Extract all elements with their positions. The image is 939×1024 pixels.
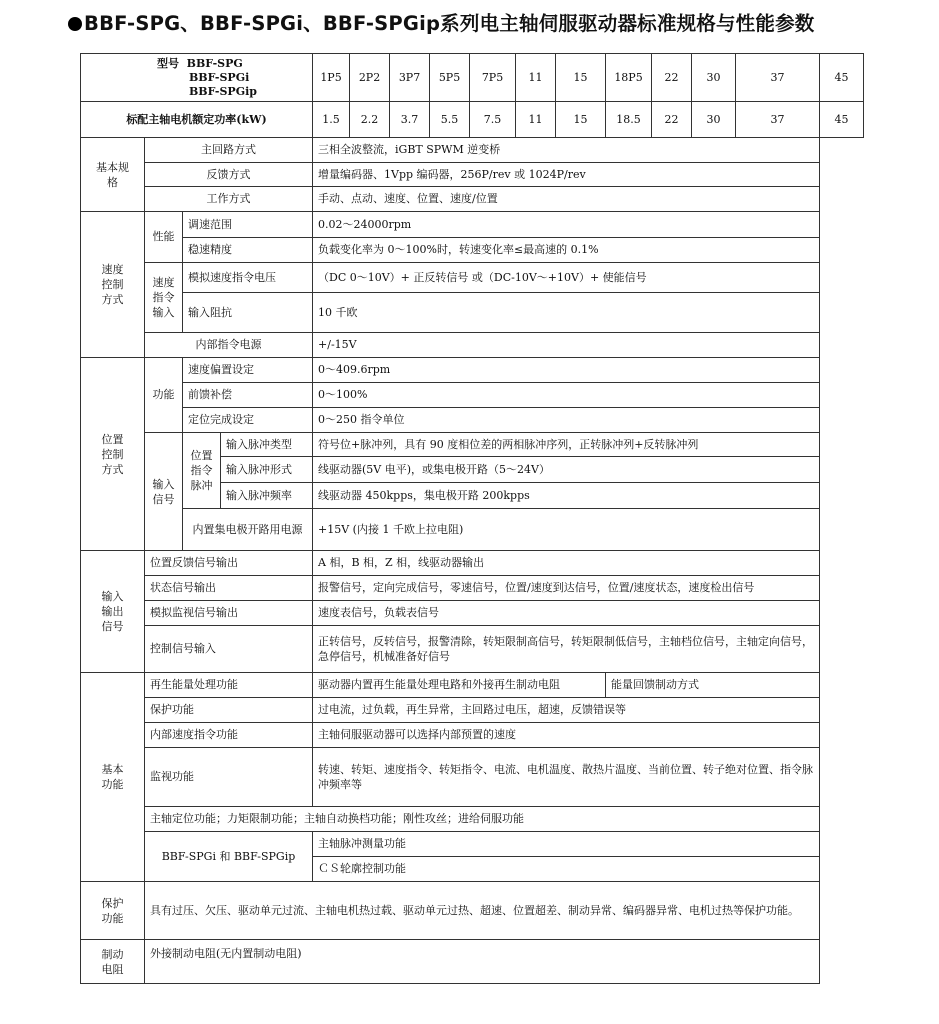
row-label: 状态信号输出	[145, 576, 313, 601]
table-row	[81, 408, 864, 433]
sub-label	[183, 433, 221, 509]
row-label: 输入脉冲类型	[221, 433, 313, 457]
power-cell: 30	[692, 102, 736, 138]
power-label: 标配主轴电机额定功率(kW)	[81, 102, 313, 138]
group-label: 位置控制方式	[101, 432, 124, 476]
code-cell: 3P7	[390, 54, 430, 102]
code-cell: 22	[652, 54, 692, 102]
table-row	[81, 723, 864, 748]
sub-label-text: 输入信号	[152, 477, 175, 506]
group-io	[81, 551, 145, 673]
power-cell: 22	[652, 102, 692, 138]
row-label: 速度偏置设定	[183, 358, 313, 383]
table-row	[81, 293, 864, 333]
row-label: 内部指令电源	[145, 333, 313, 358]
row-value: +15V (内接 1 千欧上拉电阻)	[313, 509, 820, 551]
model-name: BBF-SPGi	[189, 70, 250, 84]
row-value: 报警信号，定向完成信号，零速信号，位置/速度到达信号，位置/速度状态，速度检出信号	[313, 576, 820, 601]
row-label: 内部速度指令功能	[145, 723, 313, 748]
row-label: 再生能量处理功能	[145, 673, 313, 698]
model-cell	[81, 54, 313, 102]
group-speed	[81, 212, 145, 358]
row-value: 能量回馈制动方式	[606, 673, 820, 698]
row-value: 负载变化率为 0～100%时，转速变化率≤最高速的 0.1%	[313, 238, 820, 263]
row-label: 工作方式	[145, 187, 313, 212]
row-value: 外接制动电阻(无内置制动电阻)	[145, 940, 820, 984]
table-row	[81, 551, 864, 576]
group-label: 基本规格	[96, 160, 129, 189]
table-row	[81, 882, 864, 940]
row-label: 模拟监视信号输出	[145, 601, 313, 626]
page-title	[68, 8, 814, 36]
row-value: 具有过压、欠压、驱动单元过流、主轴电机热过载、驱动单元过热、超速、位置超差、制动异常、编码器异常、电机过热等保护功能。	[145, 882, 820, 940]
row-value: 手动、点动、速度、位置、速度/位置	[313, 187, 820, 212]
sub-label: 性能	[145, 212, 183, 263]
spec-table	[80, 53, 864, 984]
row-label: 主回路方式	[145, 138, 313, 163]
table-row	[81, 187, 864, 212]
table-row	[81, 433, 864, 457]
table-row	[81, 212, 864, 238]
table-row	[81, 383, 864, 408]
group-label: 制动电阻	[101, 947, 124, 976]
row-value: 速度表信号，负载表信号	[313, 601, 820, 626]
model-header-row	[81, 54, 864, 102]
row-value: 0～250 指令单位	[313, 408, 820, 433]
row-value: 主轴脉冲测量功能	[313, 832, 820, 857]
row-value: +/-15V	[313, 333, 820, 358]
row-value: 主轴伺服驱动器可以选择内部预置的速度	[313, 723, 820, 748]
power-cell: 18.5	[606, 102, 652, 138]
table-row	[81, 238, 864, 263]
model-label: 型号	[157, 56, 179, 70]
code-cell: 45	[820, 54, 864, 102]
row-value: ＣＳ轮廓控制功能	[313, 857, 820, 882]
group-label: 输入输出信号	[101, 590, 124, 633]
code-cell: 11	[516, 54, 556, 102]
code-cell: 30	[692, 54, 736, 102]
row-value: 过电流，过负载，再生异常，主回路过电压，超速，反馈错误等	[313, 698, 820, 723]
group-label: 保护功能	[101, 896, 124, 925]
power-cell: 7.5	[470, 102, 516, 138]
row-value: （DC 0～10V）+ 正反转信号 或（DC-10V～+10V）+ 使能信号	[313, 263, 820, 293]
power-cell: 37	[736, 102, 820, 138]
power-cell: 11	[516, 102, 556, 138]
row-label: 输入脉冲频率	[221, 483, 313, 509]
table-row	[81, 601, 864, 626]
row-label: 控制信号输入	[145, 626, 313, 673]
row-label: 输入阻抗	[183, 293, 313, 333]
row-value: A 相，B 相，Z 相，线驱动器输出	[313, 551, 820, 576]
power-cell: 5.5	[430, 102, 470, 138]
power-row	[81, 102, 864, 138]
sub-label	[145, 433, 183, 551]
sub-label: 功能	[145, 358, 183, 433]
row-value: 线驱动器 450kpps，集电极开路 200kpps	[313, 483, 820, 509]
table-row	[81, 673, 864, 698]
row-value: 三相全波整流，iGBT SPWM 逆变桥	[313, 138, 820, 163]
table-row	[81, 333, 864, 358]
code-cell: 2P2	[350, 54, 390, 102]
row-label: 调速范围	[183, 212, 313, 238]
table-row	[81, 748, 864, 807]
group-position	[81, 358, 145, 551]
power-cell: 45	[820, 102, 864, 138]
table-row	[81, 576, 864, 601]
model-name: BBF-SPG	[186, 56, 243, 70]
row-label: 反馈方式	[145, 163, 313, 187]
group-label: 基本功能	[101, 763, 124, 791]
code-cell: 15	[556, 54, 606, 102]
table-row	[81, 163, 864, 187]
table-row	[81, 263, 864, 293]
group-braking	[81, 940, 145, 984]
row-label: 内置集电极开路用电源	[183, 509, 313, 551]
code-cell: 37	[736, 54, 820, 102]
row-value: 0～409.6rpm	[313, 358, 820, 383]
sub-label-text: 位置指令脉冲	[190, 449, 213, 492]
power-cell: 2.2	[350, 102, 390, 138]
row-value: 主轴定位功能；力矩限制功能；主轴自动换档功能；刚性攻丝；进给伺服功能	[145, 807, 820, 832]
group-protection	[81, 882, 145, 940]
row-label: 稳速精度	[183, 238, 313, 263]
row-label: 前馈补偿	[183, 383, 313, 408]
table-row	[81, 138, 864, 163]
table-row	[81, 509, 864, 551]
row-value: 正转信号，反转信号，报警清除，转矩限制高信号，转矩限制低信号，主轴档位信号，主轴定向信号，急停信号，机械准备好信号	[313, 626, 820, 673]
sub-label-text: 速度指令输入	[152, 276, 175, 319]
group-func	[81, 673, 145, 882]
table-row	[81, 832, 864, 857]
row-value: 符号位+脉冲列，具有 90 度相位差的两相脉冲序列，正转脉冲列+反转脉冲列	[313, 433, 820, 457]
table-row	[81, 807, 864, 832]
code-cell: 1P5	[313, 54, 350, 102]
row-value: 线驱动器(5V 电平)，或集电极开路（5～24V）	[313, 457, 820, 483]
model-name: BBF-SPGip	[189, 84, 257, 98]
row-value: 10 千欧	[313, 293, 820, 333]
table-row	[81, 626, 864, 673]
row-value: 增量编码器、1Vpp 编码器，256P/rev 或 1024P/rev	[313, 163, 820, 187]
bullet-icon	[68, 17, 82, 31]
power-cell: 3.7	[390, 102, 430, 138]
row-label: 监视功能	[145, 748, 313, 807]
row-label: 定位完成设定	[183, 408, 313, 433]
code-cell: 18P5	[606, 54, 652, 102]
group-label: 速度控制方式	[101, 263, 124, 306]
code-cell: 5P5	[430, 54, 470, 102]
table-row	[81, 940, 864, 984]
row-label: 保护功能	[145, 698, 313, 723]
sub-label	[145, 263, 183, 333]
row-label: BBF-SPGi 和 BBF-SPGip	[145, 832, 313, 882]
table-row	[81, 358, 864, 383]
row-value: 0.02～24000rpm	[313, 212, 820, 238]
power-cell: 1.5	[313, 102, 350, 138]
table-row	[81, 698, 864, 723]
code-cell: 7P5	[470, 54, 516, 102]
row-value: 驱动器内置再生能量处理电路和外接再生制动电阻	[313, 673, 606, 698]
row-value: 0～100%	[313, 383, 820, 408]
row-label: 位置反馈信号输出	[145, 551, 313, 576]
title-text: BBF-SPG、BBF-SPGi、BBF-SPGip系列电主轴伺服驱动器标准规格与性能参数	[84, 12, 815, 35]
row-label: 输入脉冲形式	[221, 457, 313, 483]
group-basic	[81, 138, 145, 212]
row-value: 转速、转矩、速度指令、转矩指令、电流、电机温度、散热片温度、当前位置、转子绝对位置、指令脉冲频率等	[313, 748, 820, 807]
power-cell: 15	[556, 102, 606, 138]
row-label: 模拟速度指令电压	[183, 263, 313, 293]
